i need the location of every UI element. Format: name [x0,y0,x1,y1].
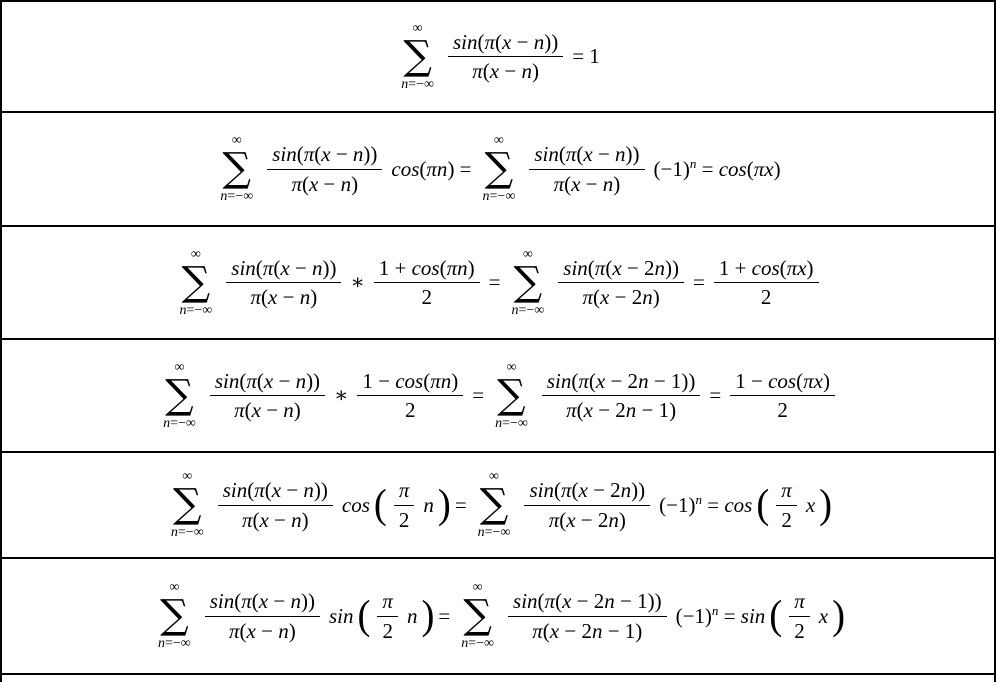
fraction-denominator: 2 [777,398,788,422]
fraction-numerator: 1 + cos(πx) [714,256,819,283]
math-text [407,604,418,628]
fraction-numerator: sin(π(x − 2n)) [558,256,684,283]
math-text [342,493,370,517]
fraction [374,256,480,309]
math-variable: πx [803,368,823,393]
sigma-icon: ∑ [403,32,432,79]
fraction-numerator [377,589,398,616]
math-variable: x [259,507,269,532]
math-variable: sin [452,29,478,54]
fraction-denominator: 2 [781,507,792,532]
math-variable: n [290,589,301,614]
math-variable: n [604,589,615,614]
sum-upper-limit: ∞ [174,359,185,375]
math-variable: sin [209,589,235,614]
formula-row-6 [2,559,994,675]
sum-lower-limit: n=−∞ [179,302,213,318]
summation-symbol [483,134,516,204]
math-variable: n [654,255,665,280]
math-variable: n [521,59,532,83]
math-variable: π [291,171,302,196]
fraction-denominator: π(x − 2n − 1) [566,398,677,422]
math-variable: x [280,255,290,280]
math-variable: cos [341,492,370,517]
fraction [776,478,797,531]
math-variable: π [241,507,253,532]
sigma-icon: ∑ [463,592,492,638]
math-variable: π [582,285,594,309]
math-text: $(-1)^n = \sin$ [675,602,766,628]
sigma-icon: ∑ [513,258,543,305]
math-variable: π [254,478,265,503]
math-variable: n [711,602,719,618]
math-variable: n [157,636,165,651]
summation-symbol [171,470,204,540]
summation-symbol [401,22,434,92]
math-variable: x [308,171,319,196]
math-variable: x [246,618,256,643]
math-variable: n [340,171,352,196]
math-variable: n [220,189,228,204]
fraction-denominator: 2 [421,285,432,309]
fraction-numerator: 1 + cos(πn) [374,256,480,283]
math-variable: n [283,398,294,422]
math-variable: cos [391,156,420,181]
fraction-denominator: 2 [760,285,772,309]
fraction [218,478,333,531]
math-variable: π [246,368,257,393]
math-variable: n [295,368,307,393]
math-text: = [454,492,467,517]
math-variable: x [595,368,606,393]
fraction-numerator: sin(π(x − n)) [210,369,325,396]
math-variable: sin [740,603,766,628]
fraction-numerator: 1 − cos(πx) [730,369,835,396]
math-variable: n [591,618,603,643]
math-variable: π [781,478,792,503]
sum-upper-limit: ∞ [506,359,517,375]
math-variable: π [484,29,496,54]
fraction [730,369,835,422]
math-variable: cos [411,255,440,280]
math-text [806,493,815,517]
summation-symbol [220,134,253,204]
summation-symbol [163,361,196,431]
math-variable: π [544,589,556,614]
math-variable: n [620,478,632,503]
big-paren: ( [769,592,783,638]
fraction-numerator: sin(π(x − 2n − 1)) [508,589,667,616]
math-variable: n [461,636,469,651]
math-variable: n [689,155,697,171]
sigma-icon: ∑ [222,145,252,191]
math-variable: n [299,285,311,309]
math-text [329,604,354,628]
math-variable: sin [328,603,354,628]
math-variable: n [642,285,653,309]
fraction-numerator: sin(π(x − n)) [529,142,644,169]
math-variable: n [482,189,490,204]
fraction-denominator: π(x − n) [472,59,539,83]
math-text: $(-1)^n = \cos$ [659,491,753,517]
fraction [542,369,701,422]
math-variable: n [602,171,614,196]
sigma-icon: ∑ [484,145,514,191]
sum-upper-limit: ∞ [169,580,180,595]
math-variable: cos [768,368,797,393]
fraction [714,256,819,309]
fraction-denominator: 2 [794,618,805,643]
math-variable: π [532,618,543,643]
math-variable: π [565,142,577,167]
math-variable: sin [534,142,559,167]
fraction-numerator: sin(π(x − n)) [205,589,320,616]
fraction-denominator: π(x − n) [234,398,301,422]
math-variable: x [562,589,572,614]
math-variable: x [578,478,588,503]
fraction-denominator: 2 [405,398,416,422]
math-variable: cos [751,255,780,280]
math-variable: n [533,29,545,54]
fraction [524,478,650,531]
fraction-denominator: π(x − 2n) [548,507,626,532]
math-variable: n [311,255,323,280]
math-variable: sin [272,142,297,167]
math-variable: x [268,285,278,309]
math-variable: n [163,415,171,431]
math-variable: n [170,525,178,540]
fraction [448,30,563,83]
math-variable: πn [446,255,468,280]
fraction-denominator: 2 [398,507,410,532]
formula [212,134,783,204]
math-variable: x [549,618,560,643]
fraction-denominator: π(x − n) [241,507,309,532]
math-text: ∗ [334,383,349,408]
math-variable: n [625,398,637,422]
math-variable: π [578,368,589,393]
math-variable: πn [430,368,452,393]
sum-lower-limit: n=−∞ [170,525,204,540]
math-variable: x [612,255,622,280]
math-variable: sin [513,589,538,614]
math-text: = [692,270,705,295]
summation-symbol [511,248,544,318]
sum-lower-limit: n=−∞ [461,636,495,651]
sum-upper-limit: ∞ [489,469,500,484]
sum-lower-limit: n=−∞ [401,76,434,92]
fraction [558,256,684,309]
summation-symbol [158,581,191,651]
sum-lower-limit: n=−∞ [157,636,191,651]
math-variable: π [250,285,262,309]
fraction-denominator: π(x − n) [250,285,318,309]
math-variable: sin [222,478,248,503]
fraction-numerator: 1 − cos(πn) [357,369,463,396]
fraction-denominator: 2 [382,618,393,643]
math-variable: x [502,29,512,54]
fraction-numerator: sin(π(x − n)) [448,30,563,57]
math-variable: π [398,478,410,503]
sigma-icon: ∑ [160,592,189,638]
fraction [377,589,398,642]
math-variable: πx [753,156,774,181]
sum-upper-limit: ∞ [522,246,533,262]
fraction-numerator: sin(π(x − 2n)) [524,478,650,505]
fraction-numerator [776,478,797,505]
math-variable: n [179,302,187,318]
math-variable: sin [529,478,554,503]
math-text: = [438,603,451,628]
math-variable: x [263,368,274,393]
fraction-denominator: π(x − n) [291,171,359,196]
math-variable: x [271,478,282,503]
summation-symbol [461,581,494,651]
math-text [423,493,434,517]
math-variable: n [638,368,649,393]
fraction-numerator [789,589,810,616]
math-variable: x [818,603,829,628]
sum-lower-limit: n=−∞ [477,525,511,540]
math-variable: π [241,589,252,614]
math-variable: π [382,589,393,614]
formula [171,248,824,318]
formula-row-4 [2,340,994,453]
math-variable: π [262,255,274,280]
big-paren: ) [421,592,435,638]
math-text: = [472,383,485,408]
math-variable: cos [724,492,753,517]
fraction [267,142,382,195]
math-variable: π [234,398,245,422]
superscript [690,156,697,171]
summation-symbol [478,470,511,540]
formula-row-5 [2,453,994,559]
sum-upper-limit: ∞ [190,246,201,262]
fraction-numerator: sin(π(x − n)) [267,142,382,169]
big-paren: ( [756,481,770,527]
big-paren: ( [357,592,371,638]
fraction [205,589,320,642]
math-variable: n [511,302,519,318]
math-variable: cos [718,156,747,181]
big-paren: ) [437,481,451,527]
formula-row-2 [2,113,994,227]
math-variable: x [251,398,261,422]
math-variable: x [566,507,576,532]
fraction-numerator: sin(π(x − 2n − 1)) [542,369,701,396]
fraction [789,589,810,642]
math-variable: π [303,142,315,167]
formula [393,22,603,92]
sigma-icon: ∑ [165,371,194,418]
sum-upper-limit: ∞ [412,20,423,36]
sum-lower-limit: n=−∞ [163,415,196,431]
sum-upper-limit: ∞ [231,133,242,148]
math-variable: n [401,76,409,92]
sigma-icon: ∑ [479,481,509,527]
sum-upper-limit: ∞ [182,469,193,484]
sigma-icon: ∑ [173,481,202,527]
sum-upper-limit: ∞ [472,580,483,595]
fraction-denominator: π(x − 2n − 1) [532,618,643,643]
formula-row-3 [2,227,994,340]
fraction-denominator: π(x − n) [553,171,621,196]
math-variable: x [600,285,610,309]
summation-symbol [495,361,528,431]
fraction [210,369,325,422]
math-text [819,604,828,628]
math-variable: π [553,171,565,196]
superscript [712,603,719,618]
fraction-denominator: π(x − 2n) [582,285,660,309]
formula [150,581,846,651]
fraction-numerator: sin(π(x − n)) [226,256,341,283]
math-variable: sin [214,368,240,393]
math-variable: n [495,415,503,431]
math-variable: x [571,171,581,196]
sum-lower-limit: n=−∞ [511,302,545,318]
summation-symbol [179,248,212,318]
math-text: $(-1)^n = \cos(\pi x)$ [653,155,781,181]
math-variable: n [406,603,418,628]
big-paren: ) [819,481,833,527]
fraction [394,478,415,531]
math-variable: π [229,618,240,643]
sum-lower-limit: n=−∞ [495,415,528,431]
sum-lower-limit: n=−∞ [482,189,516,204]
fraction [529,142,644,195]
math-variable: πx [786,255,807,280]
math-variable: sin [231,255,256,280]
math-variable: x [583,142,593,167]
math-variable: n [477,525,485,540]
math-variable: π [594,255,606,280]
math-variable: π [472,59,483,83]
math-text: cos(πn) = [391,156,472,181]
fraction-numerator [394,478,415,505]
sigma-icon: ∑ [181,258,211,305]
math-variable: π [560,478,572,503]
math-variable: x [258,589,269,614]
math-variable: sin [546,368,572,393]
math-variable: n [695,491,703,507]
fraction [508,589,667,642]
math-variable: x [321,142,331,167]
math-text: ∗ [350,270,365,295]
math-variable: n [291,507,302,532]
math-variable: sin [563,255,588,280]
math-variable: cos [395,368,424,393]
math-variable: n [608,507,619,532]
formula-row-1 [2,2,994,113]
math-variable: π [566,398,577,422]
math-variable: n [615,142,626,167]
fraction-denominator: π(x − n) [229,618,296,643]
superscript [696,492,703,507]
math-variable: n [303,478,314,503]
fraction [226,256,341,309]
formula [155,361,841,431]
math-variable: n [423,492,434,517]
fraction-numerator: sin(π(x − n)) [218,478,333,505]
fraction [357,369,463,422]
math-variable: π [548,507,560,532]
math-variable: π [794,589,805,614]
math-text: = [709,383,722,408]
math-variable: x [489,59,500,83]
sum-lower-limit: n=−∞ [220,189,254,204]
formula [163,470,833,540]
math-text: = [488,270,501,295]
big-paren: ( [373,481,387,527]
math-variable: πn [426,156,448,181]
sum-upper-limit: ∞ [493,133,504,148]
sigma-icon: ∑ [497,371,526,418]
math-text: = 1 [572,44,600,69]
math-variable: n [352,142,364,167]
math-variable: x [583,398,593,422]
big-paren: ) [832,592,846,638]
math-variable: x [805,492,816,517]
math-variable: n [278,618,289,643]
